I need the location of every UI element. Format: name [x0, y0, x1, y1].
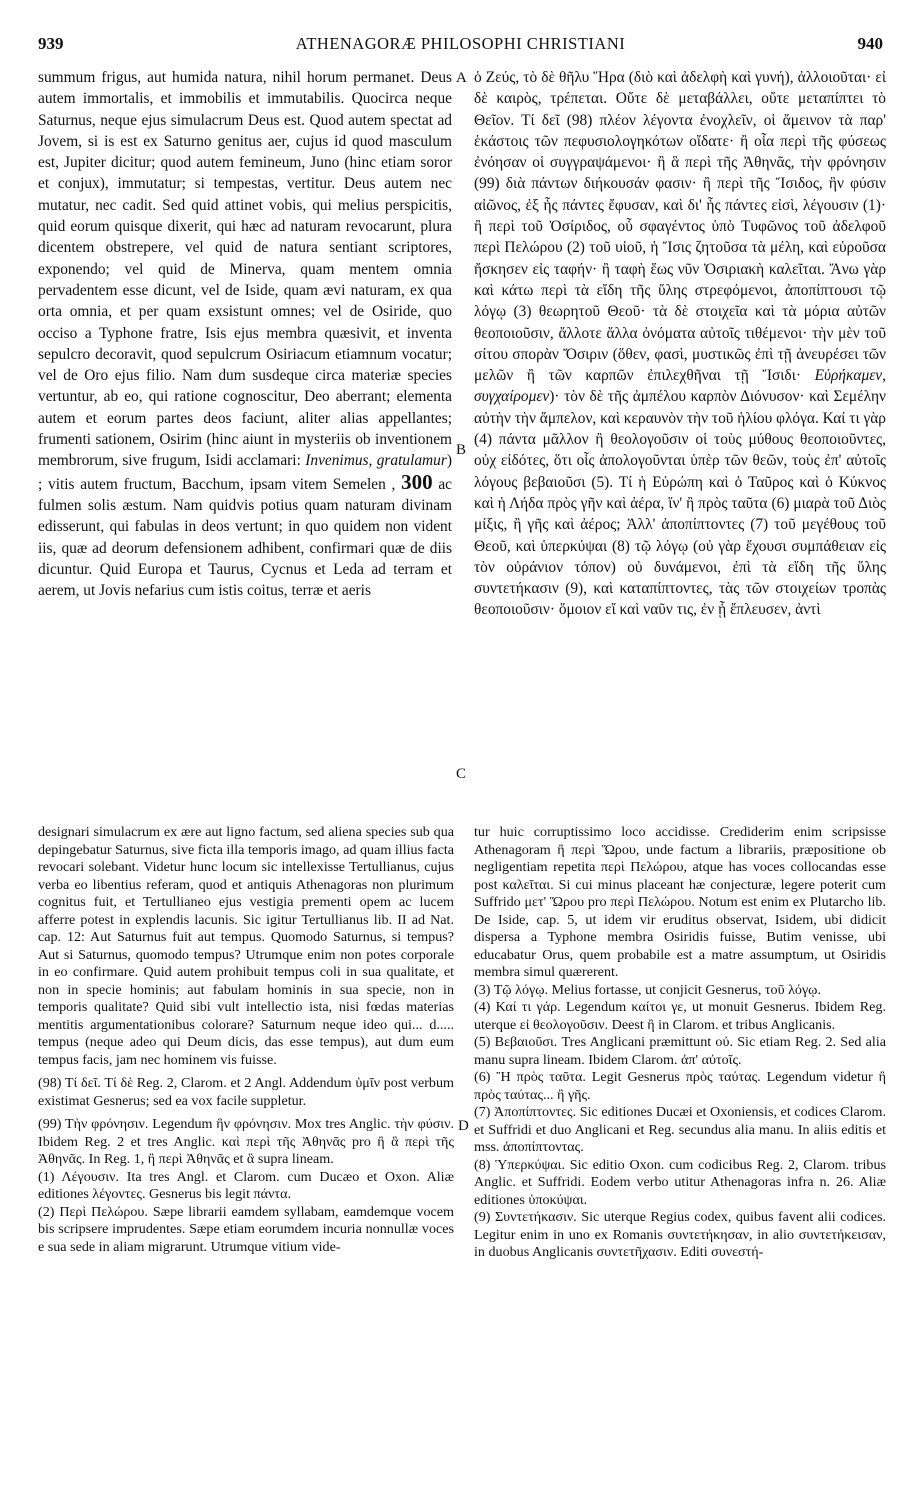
- running-title: ATHENAGORÆ PHILOSOPHI CHRISTIANI: [295, 34, 626, 53]
- running-header: [38, 34, 883, 58]
- footnotes-left-column: [38, 824, 454, 1256]
- latin-text: summum frigus, aut humida natura, nihil horum permanet. Deus autem immortalis, et immobilis et immutabilis. Quocirca neque Saturnus, neque ejus simulacrum Deus est. Quod autem spectat ad Jovem, si is est ex Saturno genitus aer, cujus id quod masculum est, Jupiter dicitur; quod autem femineum, Juno (hinc etiam soror et conjux), immutatur; si tempestas, vertitur. Deus autem nec mutatur, nec cadit. Sed quid attinet vobis, qui melius perspicitis, quid eorum quisque dixerit, qui hæc ad naturam revocarunt, plura dicentem obstrepere, vel quid de natura sentiant scriptores, exponendo; vel quid de Minerva, quam mentem omnia pervadentem esse dicunt, vel de Iside, quam ævi naturam, ex qua orta omnia, et per quam exsistunt omnes; vel de Osiride, quo occiso a Typhone fratre, Isis ejus membra quæsivit, et inventa sepulcro decoravit, quod sepulcrum Osiriacum etiamnum vocatur; vel de Oro ejus filio. Nam dum susdeque circa materiæ species vertuntur, ab eo, qui ratione cognoscitur, Deo aberrant; elementa autem et eorum partes deos faciunt, aliter alias appellantes; frumenti sationem, Osirim (hinc aiunt in mysteriis ob inventionem membrorum, sive frugum, Isidi acclamari:: [38, 69, 452, 470]
- footnote: (6) Ἢ πρὸς ταῦτα. Legit Gesnerus πρὸς ταύτας. Legendum videtur ἢ πρὸς ταύτας... ἢ γῆς.: [474, 1069, 886, 1103]
- footnote: (7) Ἀποπίπτοντες. Sic editiones Ducæi et Oxoniensis, et codices Clarom. et Suffridi et duo Anglicani et Reg. secundus alia manu. In aliis editis et mss. ἀποπίπτοντας.: [474, 1104, 886, 1155]
- footnote: (9) Συντετήκασιν. Sic uterque Regius codex, quibus favent alii codices. Legitur enim in uno ex Romanis συντετήκησαν, in alio συντετήκεισαν, in duobus Anglicanis συντετῆχασιν. Editi συνεστή-: [474, 1209, 886, 1260]
- footnotes-right-column: [474, 824, 886, 1262]
- footnote: (5) Βεβαιοῦσι. Tres Anglicani præmittunt οὐ. Sic etiam Reg. 2. Sed alia manu supra lineam. Ibidem Clarom. ἀπ' αὐτοῖς.: [474, 1034, 886, 1068]
- latin-translation-column: [38, 67, 452, 601]
- greek-text: )· τὸν δὲ τῆς ἀμπέλου καρπὸν Διόνυσον· καὶ Σεμέλην αὐτὴν τὴν ἄμπελον, καὶ κεραυνὸν τὴν τοῦ ἡλίου φλόγα. Καί τι γὰρ (4) πάντα μᾶλλον ἢ θεολογοῦσιν οἱ τοὺς μύθους θεοποιοῦντες, οὐχ εἰδότες, ὅτι οἷς ἀπολογοῦνται ὑπὲρ τῶν θεῶν, τοὺς ἐπ' αὐτοῖς λόγους βεβαιοῦσι (5). Τί ἡ Εὐρώπη καὶ ὁ Ταῦρος καὶ ὁ Κύκνος καὶ ἡ Λήδα πρὸς γῆν καὶ ἀέρα, ἵν' ἢ πρὸς ταῦτα (6) μιαρὰ τοῦ Διὸς μίξις, ἢ γῆς καὶ ἀέρος; Ἀλλ' ἀποπίπτοντες (7) τοῦ μεγέθους τοῦ Θεοῦ, καὶ ὑπερκύψαι (8) τῷ λόγῳ (οὐ γὰρ ἔχουσι συμπάθειαν εἰς τὸν οὐράνιον τόπον) οὐ δυνάμενοι, ἐπὶ τὰ εἴδη τῆς ὕλης συντετήκασιν (9), καὶ καταπίπτοντες, τὰς τῶν στοιχείων τροπὰς θεοποιοῦσιν· ὅμοιον εἴ καὶ ναῦν τις, ἐν ᾗ ἔπλευσεν, ἀντὶ: [474, 388, 886, 619]
- greek-text-column: [474, 67, 886, 621]
- footnote: (3) Τῷ λόγῳ. Melius fortasse, ut conjicit Gesnerus, τοῦ λόγῳ.: [474, 981, 821, 998]
- footnote: (1) Λέγουσιν. Ita tres Angl. et Clarom. cum Ducæo et Oxon. Aliæ editiones λέγοντες. Gesnerus bis legit πάντα.: [38, 1168, 454, 1202]
- latin-paragraph: [38, 67, 452, 601]
- footnote: (2) Περὶ Πελώρου. Sæpe librarii eamdem syllabam, eamdemque vocem bis scripsere imprudentes. Sæpe etiam eorumdem incuria nonnullæ voces e sua sede in aliam migrarunt. Utrumque vitium vide-: [38, 1203, 454, 1255]
- footnote: tur huic corruptissimo loco accidisse. Crediderim enim scripsisse Athenagoram ἢ περὶ Ὥρου, unde factum a librariis, præpositione ob negligentiam repetita περὶ Πελώρου, atque has voces collocandas esse post καλεῖται. Si cui minus placeant hæ conjecturæ, legere poterit cum Suffrido μετ' Ὥρου pro περὶ Πελώρου. Notum est enim ex Plutarcho lib. De Iside, cap. 5, ut idem vir eruditus observat, Isidem, ubi didicit dispersa a Typhone membra Osiridis fuisse, Butim venisse, ubi educabatur Orus, quem probabile est a matre assumptum, ut Osiridis membra simul quærerent.: [474, 824, 886, 980]
- acclamation-latin: Invenimus, gratulamur: [305, 452, 447, 470]
- page-number-left: 939: [38, 34, 64, 53]
- margin-marker-b: B: [456, 442, 467, 458]
- footnote: (8) Ὑπερκύψαι. Sic editio Oxon. cum codicibus Reg. 2, Clarom. tribus Anglic. et Suffridi. Eodem verbo utitur Athenagoras infra n. 26. Aliæ editiones ὑποκύψαι.: [474, 1156, 886, 1208]
- margin-marker-a: A: [456, 70, 467, 86]
- greek-paragraph: [474, 67, 886, 621]
- footnote: (99) Τὴν φρόνησιν. Legendum ἣν φρόνησιν. Mox tres Anglic. τὴν φύσιν. Ibidem Reg. 2 et tres Anglic. καὶ περὶ τῆς Ἀθηνᾶς pro ἢ ἃ περὶ τῆς Ἀθηνᾶς. In Reg. 1, ἢ περὶ Ἀθηνᾶς et ἃ supra lineam.: [38, 1116, 454, 1167]
- page-number-right: 940: [857, 34, 883, 53]
- acclamation-greek: Εὑρήκαμεν, συγχαίρομεν: [474, 367, 886, 406]
- migne-column-number: 300: [401, 469, 433, 494]
- latin-text: ) ; vitis autem fructum, Bacchum, ipsam vitem Semelen ,: [38, 452, 452, 493]
- greek-text: ὁ Ζεύς, τὸ δὲ θῆλυ Ἥρα (διὸ καὶ ἀδελφὴ καὶ γυνή), ἀλλοιοῦται· εἰ δὲ καιρὸς, τρέπεται. Οὔτε δὲ μεταβάλλει, οὔτε μεταπίπτει τὸ Θεῖον. Τί δεῖ (98) πλέον λέγοντα ἐνοχλεῖν, οἱ ἄμεινον τὰ παρ' ἑκάστοις τῶν πεφυσιολογηκότων οἴδατε· ἢ οἷα περὶ τῆς φύσεως ἐνόησαν οἱ συγγραψάμενοι· ἢ ἃ περὶ τῆς Ἀθηνᾶς, τὴν φρόνησιν (99) διὰ πάντων διήκουσάν φασιν· ἢ περὶ τῆς Ἴσιδος, ἣν φύσιν αἰῶνος, ἐξ ἧς πάντες ἔφυσαν, καὶ δι' ἧς πάντες εἰσὶ, λέγουσιν (1)· ἢ περὶ τοῦ Ὀσίριδος, οὗ σφαγέντος ὑπὸ Τυφῶνος τοῦ ἀδελφοῦ περὶ Πελώρου (2) τοῦ υἱοῦ, ἡ Ἴσις ζητοῦσα τὰ μέλη, καὶ εὑροῦσα ἤσκησεν εἰς ταφήν· ἢ ταφὴ ἕως νῦν Ὀσιριακὴ καλεῖται. Ἄνω γὰρ καὶ κάτω περὶ τὰ εἴδη τῆς ὕλης στρεφόμενοι, ἀποπίπτουσι τῷ λόγῳ (3) θεωρητοῦ Θεοῦ· τὰ δὲ στοιχεῖα καὶ τὰ μόρια αὐτῶν θεοποιοῦσιν, ἄλλοτε ἄλλα ὀνόματα αὐτοῖς τιθέμενοι· τὴν μὲν τοῦ σίτου σπορὰν Ὄσιριν (ὅθεν, φασὶ, μυστικῶς ἐπὶ τῇ ἀνευρέσει τῶν μελῶν ἢ τῶν καρπῶν ἐπιλεχθῆναι τῇ Ἴσιδι·: [474, 69, 886, 385]
- footnote: (98) Τί δεῖ. Τί δὲ Reg. 2, Clarom. et 2 Angl. Addendum ὑμῖν post verbum existimat Gesnerus; sed ea vox facile suppletur.: [38, 1075, 454, 1109]
- footnote: designari simulacrum ex ære aut ligno factum, sed aliena species sub qua depingebatur Saturnus, sive ficta illa temporis imago, ad quam illius facta revocari solebant. Videtur hunc locum sic intellexisse Tertullianus, cujus verba eo libentius referam, quod et antiquis Athenagoras non plurimum cognitus fuit, et Tertullianeo ejus vestigia prementi opem ac lucem afferre potest in explendis lacunis. Sic igitur Tertullianus lib. II ad Nat. cap. 12: Aut Saturnus fuit aut tempus. Quomodo Saturnus, si tempus? Aut si Saturnus, quomodo tempus? Utrumque enim non potes corporale in eo confirmare. Quid autem prohibuit tempus coli in sua qualitate, et non in specie hominis; aut fabulam hominis in sua specie, non in temporis qualitate? Quid sibi vult intellectio ista, nisi fœdas materias mentitis argumentationibus colorare? Saturnum neque ideo qui... d..... tempus (neque adeo qui Deum dicis, das esse tempus), aut dum eum tempus facis, jam nec hominem vis fuisse.: [38, 824, 454, 1068]
- footnote: (4) Καί τι γάρ. Legendum καίτοι γε, ut monuit Gesnerus. Ibidem Reg. uterque εἰ θεολογοῦσιν. Deest ἢ in Clarom. et tribus Anglicanis.: [474, 999, 886, 1033]
- margin-marker-c: C: [456, 766, 467, 782]
- latin-text: ac fulmen solis æstum. Nam quidvis potius quam naturam divinam edisserunt, qui fabulas in deos vertunt; in quo quidem non vident iis, quæ ad deorum defensionem adhibent, confirmari quæ de diis dicuntur. Quid Europa et Taurus, Cycnus et Leda ad terram et aerem, ut Jovis nefarius cum istis coitus, terræ et aeris: [38, 475, 452, 600]
- margin-marker-d: D: [458, 1118, 469, 1134]
